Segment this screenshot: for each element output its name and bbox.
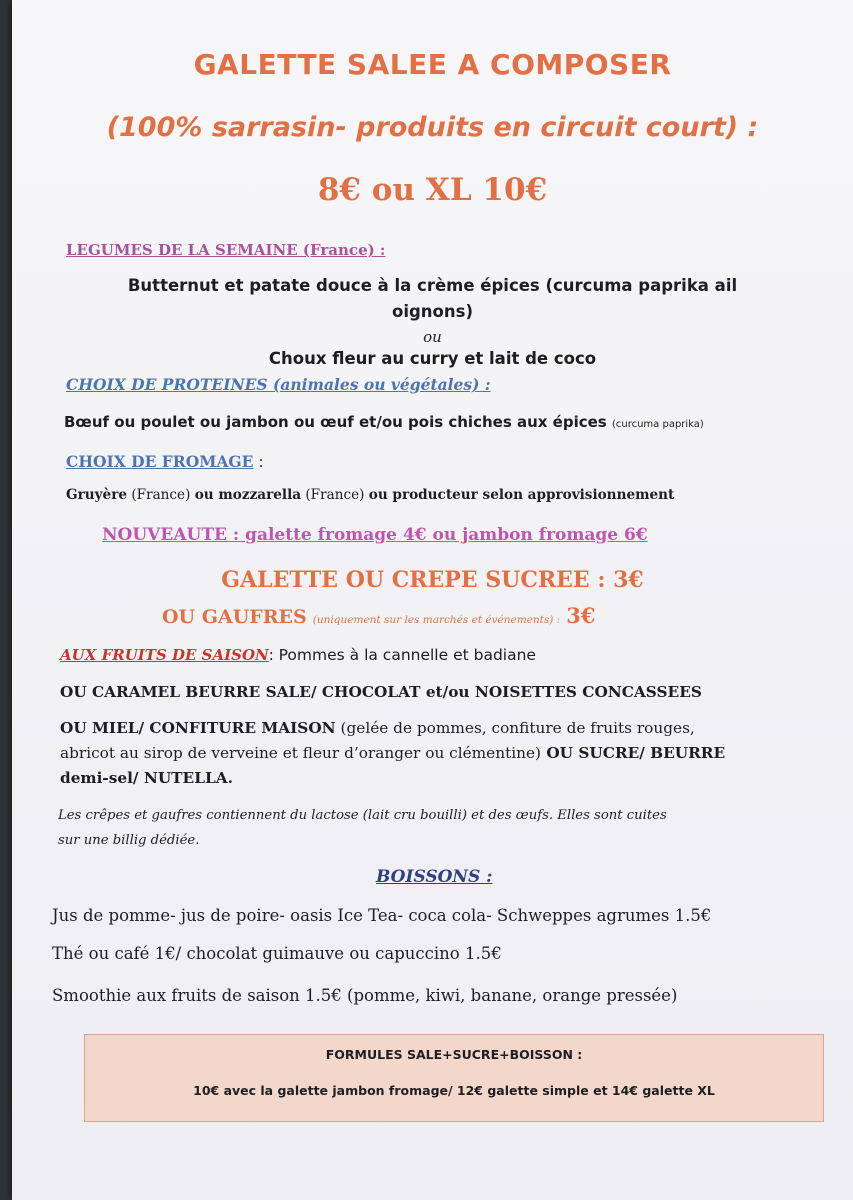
- allergens-line1: Les crêpes et gaufres contiennent du lactose (lait cru bouilli) et des œufs. Elles sont cuites: [58, 808, 667, 823]
- fromage-heading-line: [66, 452, 264, 471]
- fruits-text: Pommes à la cannelle et badiane: [278, 646, 536, 664]
- proteines-line: [64, 413, 704, 431]
- allergens-line2: sur une billig dédiée.: [58, 833, 200, 848]
- miel-normal1: (gelée de pommes, confiture de fruits rouges,: [335, 719, 695, 737]
- legumes-option2: Choux fleur au curry et lait de coco: [268, 349, 597, 368]
- legumes-or: ou: [423, 328, 442, 346]
- proteines-note: (curcuma paprika): [611, 419, 704, 430]
- fruits-colon: :: [268, 646, 274, 664]
- boissons-item-2: Thé ou café 1€/ chocolat guimauve ou capuccino 1.5€: [52, 944, 502, 963]
- fromage-origin1: (France): [127, 487, 195, 503]
- proteines-text: Bœuf ou poulet ou jambon ou œuf et/ou pois chiches aux épices: [64, 413, 607, 431]
- fromage-line: [66, 487, 674, 503]
- miel-line1: [60, 719, 695, 737]
- legumes-option1-line2: oignons): [392, 302, 473, 321]
- fruits-heading: AUX FRUITS DE SAISON: [60, 646, 269, 664]
- fromage-colon: :: [253, 453, 264, 471]
- formules-title: FORMULES SALE+SUCRE+BOISSON :: [325, 1047, 583, 1062]
- fromage-origin2: (France): [301, 487, 369, 503]
- miel-normal2: abricot au sirop de verveine et fleur d’oranger ou clémentine): [60, 744, 541, 762]
- page-subtitle: (100% sarrasin- produits en circuit court) :: [106, 112, 759, 143]
- gaufres-line: [162, 603, 596, 628]
- page-title: GALETTE SALEE A COMPOSER: [193, 48, 672, 81]
- fromage-item1: Gruyère: [66, 487, 128, 503]
- miel-line2: [60, 744, 725, 762]
- gaufres-label: OU GAUFRES: [162, 606, 307, 628]
- fruits-line: [60, 646, 536, 664]
- sucree-title: GALETTE OU CREPE SUCREE : 3€: [221, 567, 644, 593]
- boissons-item-3: Smoothie aux fruits de saison 1.5€ (pomme, kiwi, banane, orange pressée): [52, 986, 678, 1005]
- base-price: 8€ ou XL 10€: [317, 172, 548, 208]
- miel-line3: demi-sel/ NUTELLA.: [60, 769, 233, 787]
- fromage-item2: ou mozzarella: [194, 487, 302, 503]
- proteines-heading: CHOIX DE PROTEINES (animales ou végétales) :: [66, 375, 491, 394]
- legumes-heading: LEGUMES DE LA SEMAINE (France) :: [66, 241, 386, 259]
- miel-bold2: OU SUCRE/ BEURRE: [541, 744, 726, 762]
- fromage-item3: ou producteur selon approvisionnement: [368, 487, 675, 503]
- formules-box: [84, 1034, 824, 1122]
- formules-text: 10€ avec la galette jambon fromage/ 12€ galette simple et 14€ galette XL: [193, 1083, 715, 1098]
- caramel-line: OU CARAMEL BEURRE SALE/ CHOCOLAT et/ou NOISETTES CONCASSEES: [60, 683, 702, 701]
- gaufres-price: 3€: [566, 603, 596, 628]
- boissons-heading: BOISSONS :: [376, 867, 493, 887]
- menu-sheet: [12, 0, 853, 1200]
- fromage-heading: CHOIX DE FROMAGE: [66, 452, 254, 471]
- boissons-item-1: Jus de pomme- jus de poire- oasis Ice Tea- coca cola- Schweppes agrumes 1.5€: [52, 906, 712, 925]
- gaufres-note: (uniquement sur les marchés et événements) :: [312, 614, 561, 626]
- miel-bold1: OU MIEL/ CONFITURE MAISON: [60, 719, 336, 737]
- legumes-option1-line1: Butternut et patate douce à la crème épices (curcuma paprika ail: [127, 276, 738, 295]
- nouveaute-banner: NOUVEAUTE : galette fromage 4€ ou jambon fromage 6€: [102, 525, 648, 545]
